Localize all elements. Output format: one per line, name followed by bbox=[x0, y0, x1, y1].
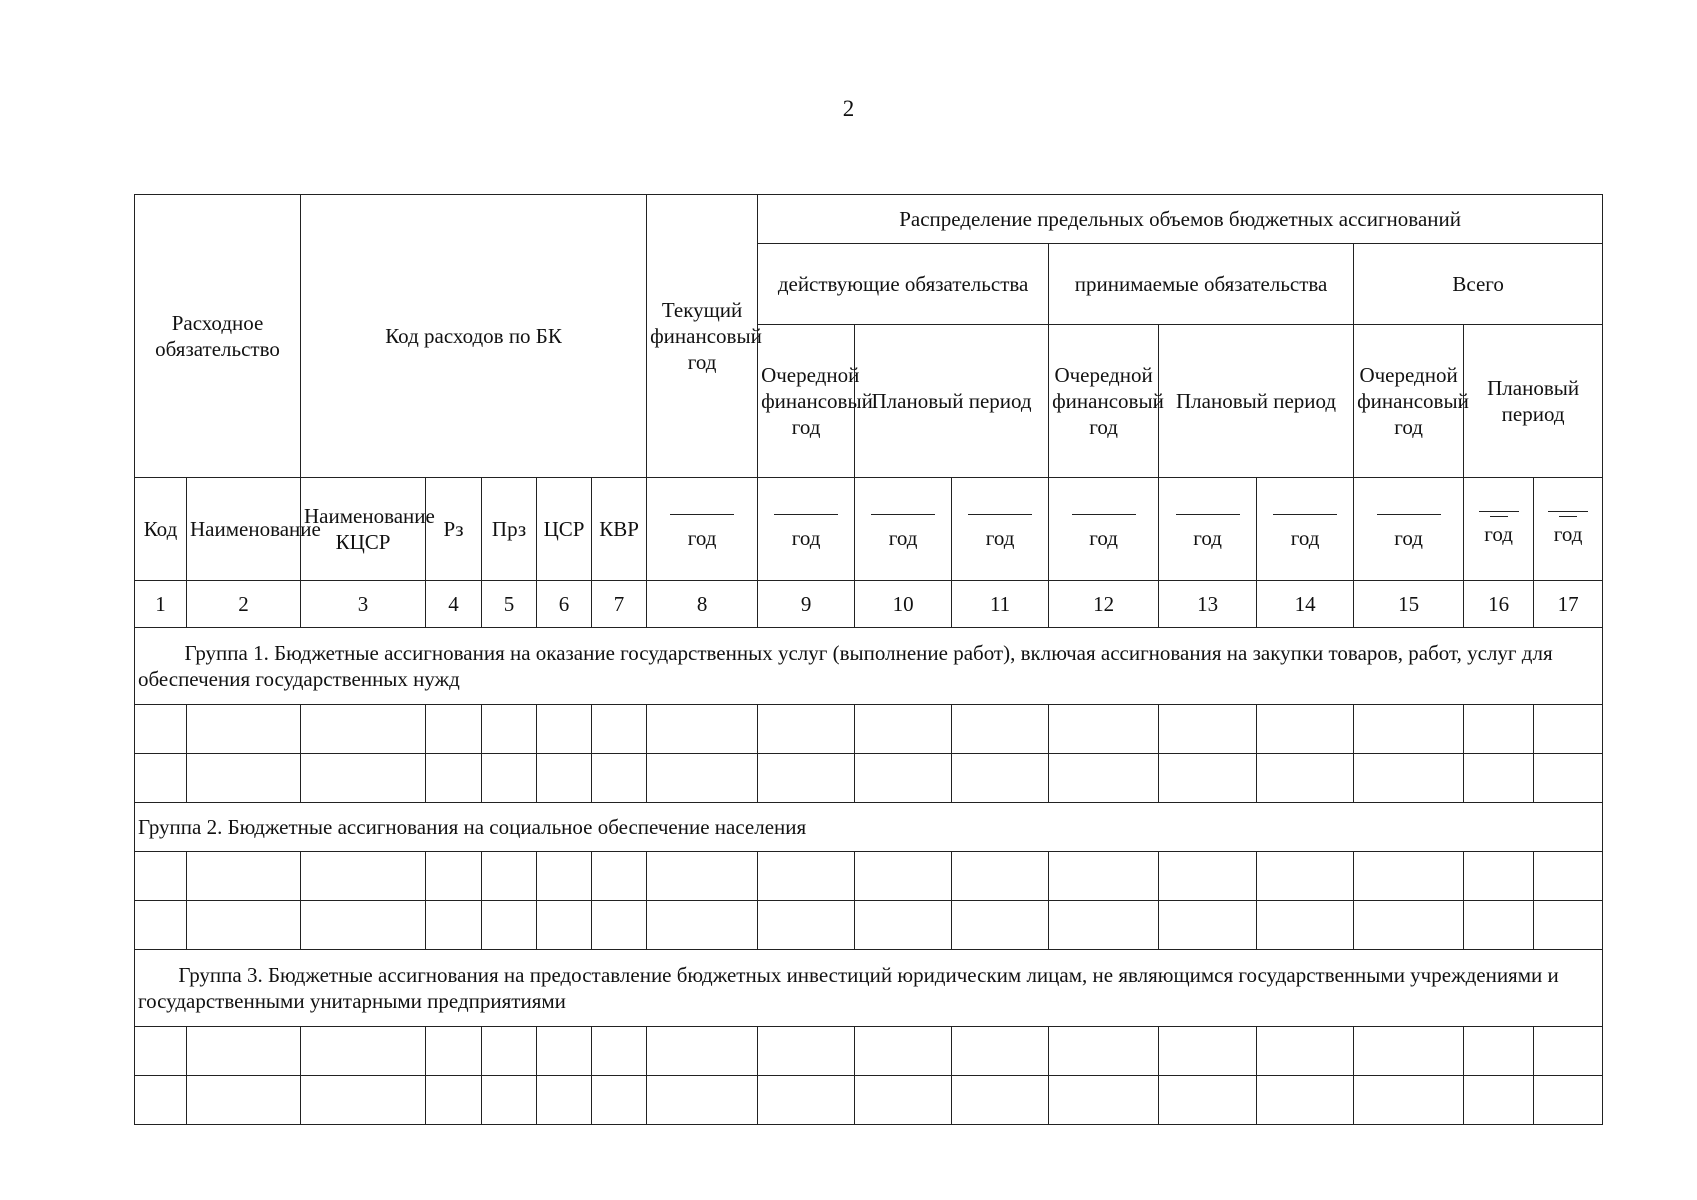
empty-cell[interactable] bbox=[426, 901, 482, 950]
year-cell bbox=[1464, 478, 1534, 581]
empty-cell[interactable] bbox=[187, 1027, 301, 1076]
group-title: Группа 1. Бюджетные ассигнования на оказание государственных услуг (выполнение работ), включая ассигнования на закупки товаров, работ, услуг для обеспечения государственных нужд bbox=[135, 628, 1603, 705]
empty-cell[interactable] bbox=[1159, 1076, 1257, 1125]
empty-cell[interactable] bbox=[135, 705, 187, 754]
subheader-name: Наименование bbox=[187, 478, 301, 581]
empty-cell[interactable] bbox=[1257, 852, 1354, 901]
empty-cell[interactable] bbox=[426, 1027, 482, 1076]
empty-cell[interactable] bbox=[1534, 901, 1603, 950]
empty-cell[interactable] bbox=[1159, 705, 1257, 754]
subheader-code: Код bbox=[135, 478, 187, 581]
empty-cell[interactable] bbox=[426, 705, 482, 754]
empty-cell[interactable] bbox=[537, 1027, 592, 1076]
empty-cell[interactable] bbox=[537, 901, 592, 950]
page-number: 2 bbox=[842, 96, 855, 121]
empty-cell[interactable] bbox=[1354, 852, 1464, 901]
table-row bbox=[135, 1027, 1603, 1076]
empty-cell[interactable] bbox=[1049, 852, 1159, 901]
table-row bbox=[135, 901, 1603, 950]
empty-cell[interactable] bbox=[1159, 852, 1257, 901]
empty-cell[interactable] bbox=[1464, 1076, 1534, 1125]
empty-cell[interactable] bbox=[855, 901, 952, 950]
empty-cell[interactable] bbox=[135, 1076, 187, 1125]
header-distribution: Распределение предельных объемов бюджетных ассигнований bbox=[758, 195, 1603, 244]
empty-cell[interactable] bbox=[301, 1076, 426, 1125]
empty-cell[interactable] bbox=[592, 852, 647, 901]
year-label: год bbox=[1193, 525, 1222, 550]
empty-cell[interactable] bbox=[482, 901, 537, 950]
column-number: 2 bbox=[187, 581, 301, 628]
column-number: 12 bbox=[1049, 581, 1159, 628]
empty-cell[interactable] bbox=[952, 1076, 1049, 1125]
column-number: 10 bbox=[855, 581, 952, 628]
year-blank-dash bbox=[1490, 516, 1508, 517]
column-number: 5 bbox=[482, 581, 537, 628]
empty-cell[interactable] bbox=[1534, 852, 1603, 901]
column-number-row bbox=[135, 581, 1603, 628]
empty-cell[interactable] bbox=[1049, 754, 1159, 803]
header-budget-code: Код расходов по БК bbox=[301, 195, 647, 478]
year-label: год bbox=[1290, 525, 1320, 550]
year-blank-line bbox=[1176, 514, 1240, 515]
empty-cell[interactable] bbox=[482, 1076, 537, 1125]
column-number: 15 bbox=[1354, 581, 1464, 628]
empty-cell[interactable] bbox=[1257, 754, 1354, 803]
empty-cell[interactable] bbox=[758, 1076, 855, 1125]
empty-cell[interactable] bbox=[758, 852, 855, 901]
year-cell bbox=[855, 478, 952, 581]
header-next-year-1: Очередной финансовый год bbox=[758, 325, 855, 478]
year-blank-dash bbox=[1559, 516, 1577, 517]
table-row bbox=[135, 1076, 1603, 1125]
empty-cell[interactable] bbox=[647, 705, 758, 754]
empty-cell[interactable] bbox=[592, 705, 647, 754]
empty-cell[interactable] bbox=[855, 1027, 952, 1076]
empty-cell[interactable] bbox=[135, 901, 187, 950]
empty-cell[interactable] bbox=[482, 705, 537, 754]
empty-cell[interactable] bbox=[758, 705, 855, 754]
empty-cell[interactable] bbox=[1534, 754, 1603, 803]
empty-cell[interactable] bbox=[187, 1076, 301, 1125]
empty-cell[interactable] bbox=[135, 1027, 187, 1076]
year-cell bbox=[1257, 478, 1354, 581]
header-expense-obligation: Расходное обязательство bbox=[135, 195, 301, 478]
empty-cell[interactable] bbox=[1257, 1076, 1354, 1125]
column-number: 4 bbox=[426, 581, 482, 628]
empty-cell[interactable] bbox=[592, 901, 647, 950]
empty-cell[interactable] bbox=[1049, 1076, 1159, 1125]
column-number: 8 bbox=[647, 581, 758, 628]
year-cell bbox=[1159, 478, 1257, 581]
empty-cell[interactable] bbox=[135, 852, 187, 901]
header-planning-period-3: Плановый период bbox=[1464, 325, 1603, 478]
empty-cell[interactable] bbox=[1049, 1027, 1159, 1076]
empty-cell[interactable] bbox=[855, 754, 952, 803]
column-number: 11 bbox=[952, 581, 1049, 628]
column-number: 17 bbox=[1534, 581, 1603, 628]
year-blank-line bbox=[1479, 511, 1519, 512]
empty-cell[interactable] bbox=[301, 901, 426, 950]
year-blank-line bbox=[968, 514, 1032, 515]
empty-cell[interactable] bbox=[426, 852, 482, 901]
empty-cell[interactable] bbox=[1257, 1027, 1354, 1076]
empty-cell[interactable] bbox=[1464, 901, 1534, 950]
year-label: год bbox=[985, 525, 1015, 550]
empty-cell[interactable] bbox=[301, 705, 426, 754]
empty-cell[interactable] bbox=[758, 754, 855, 803]
empty-cell[interactable] bbox=[647, 901, 758, 950]
empty-cell[interactable] bbox=[537, 852, 592, 901]
year-label: год bbox=[791, 525, 821, 550]
empty-cell[interactable] bbox=[1049, 705, 1159, 754]
empty-cell[interactable] bbox=[952, 901, 1049, 950]
empty-cell[interactable] bbox=[855, 705, 952, 754]
empty-cell[interactable] bbox=[952, 1027, 1049, 1076]
year-label: год bbox=[888, 525, 918, 550]
table-row bbox=[135, 705, 1603, 754]
year-blank-line bbox=[1072, 514, 1136, 515]
year-label: год bbox=[1484, 522, 1513, 546]
column-number: 14 bbox=[1257, 581, 1354, 628]
empty-cell[interactable] bbox=[1534, 1076, 1603, 1125]
empty-cell[interactable] bbox=[482, 1027, 537, 1076]
year-blank-line bbox=[1273, 514, 1337, 515]
empty-cell[interactable] bbox=[135, 754, 187, 803]
empty-cell[interactable] bbox=[1464, 1027, 1534, 1076]
year-blank-line bbox=[774, 514, 838, 515]
column-number: 16 bbox=[1464, 581, 1534, 628]
table-row bbox=[135, 852, 1603, 901]
empty-cell[interactable] bbox=[426, 754, 482, 803]
empty-cell[interactable] bbox=[1354, 754, 1464, 803]
empty-cell[interactable] bbox=[1257, 705, 1354, 754]
empty-cell[interactable] bbox=[482, 852, 537, 901]
budget-allocation-table bbox=[134, 194, 1603, 1125]
empty-cell[interactable] bbox=[1464, 705, 1534, 754]
empty-cell[interactable] bbox=[1257, 901, 1354, 950]
group-title: Группа 3. Бюджетные ассигнования на предоставление бюджетных инвестиций юридическим лицам, не являющимся государственными учреждениями и государственными унитарными предприятиями bbox=[135, 950, 1603, 1027]
header-existing-obligations: действующие обязательства bbox=[758, 244, 1049, 325]
empty-cell[interactable] bbox=[537, 705, 592, 754]
year-label: год bbox=[1089, 525, 1118, 550]
year-cell bbox=[758, 478, 855, 581]
header-total: Всего bbox=[1354, 244, 1603, 325]
column-number: 1 bbox=[135, 581, 187, 628]
empty-cell[interactable] bbox=[1354, 705, 1464, 754]
empty-cell[interactable] bbox=[758, 901, 855, 950]
empty-cell[interactable] bbox=[1464, 852, 1534, 901]
year-blank-line bbox=[871, 514, 935, 515]
empty-cell[interactable] bbox=[1354, 1076, 1464, 1125]
subheader-kcsr-name: Наименование КЦСР bbox=[301, 478, 426, 581]
empty-cell[interactable] bbox=[187, 901, 301, 950]
header-planning-period-2: Плановый период bbox=[1159, 325, 1354, 478]
year-label: год bbox=[1553, 522, 1583, 546]
year-cell bbox=[1049, 478, 1159, 581]
empty-cell[interactable] bbox=[592, 1027, 647, 1076]
header-current-year: Текущий финансовый год bbox=[647, 195, 758, 478]
empty-cell[interactable] bbox=[647, 754, 758, 803]
empty-cell[interactable] bbox=[647, 1027, 758, 1076]
empty-cell[interactable] bbox=[187, 852, 301, 901]
empty-cell[interactable] bbox=[301, 754, 426, 803]
empty-cell[interactable] bbox=[592, 1076, 647, 1125]
subheader-kvr: КВР bbox=[592, 478, 647, 581]
empty-cell[interactable] bbox=[537, 754, 592, 803]
column-number: 9 bbox=[758, 581, 855, 628]
subheader-rz: Рз bbox=[426, 478, 482, 581]
empty-cell[interactable] bbox=[952, 754, 1049, 803]
empty-cell[interactable] bbox=[426, 1076, 482, 1125]
column-number: 7 bbox=[592, 581, 647, 628]
header-next-year-3: Очередной финансовый год bbox=[1354, 325, 1464, 478]
year-cell bbox=[952, 478, 1049, 581]
year-cell bbox=[1534, 478, 1603, 581]
empty-cell[interactable] bbox=[647, 852, 758, 901]
empty-cell[interactable] bbox=[952, 852, 1049, 901]
empty-cell[interactable] bbox=[301, 852, 426, 901]
empty-cell[interactable] bbox=[855, 1076, 952, 1125]
year-blank-line bbox=[1548, 511, 1588, 512]
empty-cell[interactable] bbox=[1354, 1027, 1464, 1076]
empty-cell[interactable] bbox=[647, 1076, 758, 1125]
subheader-prz: Прз bbox=[482, 478, 537, 581]
header-accepted-obligations: принимаемые обязательства bbox=[1049, 244, 1354, 325]
year-cell bbox=[1354, 478, 1464, 581]
empty-cell[interactable] bbox=[187, 754, 301, 803]
empty-cell[interactable] bbox=[855, 852, 952, 901]
empty-cell[interactable] bbox=[758, 1027, 855, 1076]
empty-cell[interactable] bbox=[1159, 1027, 1257, 1076]
empty-cell[interactable] bbox=[592, 754, 647, 803]
group-title: Группа 2. Бюджетные ассигнования на социальное обеспечение населения bbox=[135, 803, 1603, 852]
header-planning-period-1: Плановый период bbox=[855, 325, 1049, 478]
year-cell bbox=[647, 478, 758, 581]
table-row bbox=[135, 754, 1603, 803]
empty-cell[interactable] bbox=[1534, 705, 1603, 754]
year-blank-line bbox=[670, 514, 734, 515]
header-next-year-2: Очередной финансовый год bbox=[1049, 325, 1159, 478]
empty-cell[interactable] bbox=[952, 705, 1049, 754]
empty-cell[interactable] bbox=[1534, 1027, 1603, 1076]
empty-cell[interactable] bbox=[1159, 901, 1257, 950]
empty-cell[interactable] bbox=[301, 1027, 426, 1076]
empty-cell[interactable] bbox=[187, 705, 301, 754]
empty-cell[interactable] bbox=[1049, 901, 1159, 950]
year-blank-line bbox=[1377, 514, 1441, 515]
year-label: год bbox=[1394, 525, 1423, 550]
subheader-csr: ЦСР bbox=[537, 478, 592, 581]
column-number: 3 bbox=[301, 581, 426, 628]
empty-cell[interactable] bbox=[537, 1076, 592, 1125]
column-number: 6 bbox=[537, 581, 592, 628]
empty-cell[interactable] bbox=[1159, 754, 1257, 803]
column-number: 13 bbox=[1159, 581, 1257, 628]
empty-cell[interactable] bbox=[482, 754, 537, 803]
year-label: год bbox=[687, 525, 717, 550]
empty-cell[interactable] bbox=[1354, 901, 1464, 950]
empty-cell[interactable] bbox=[1464, 754, 1534, 803]
